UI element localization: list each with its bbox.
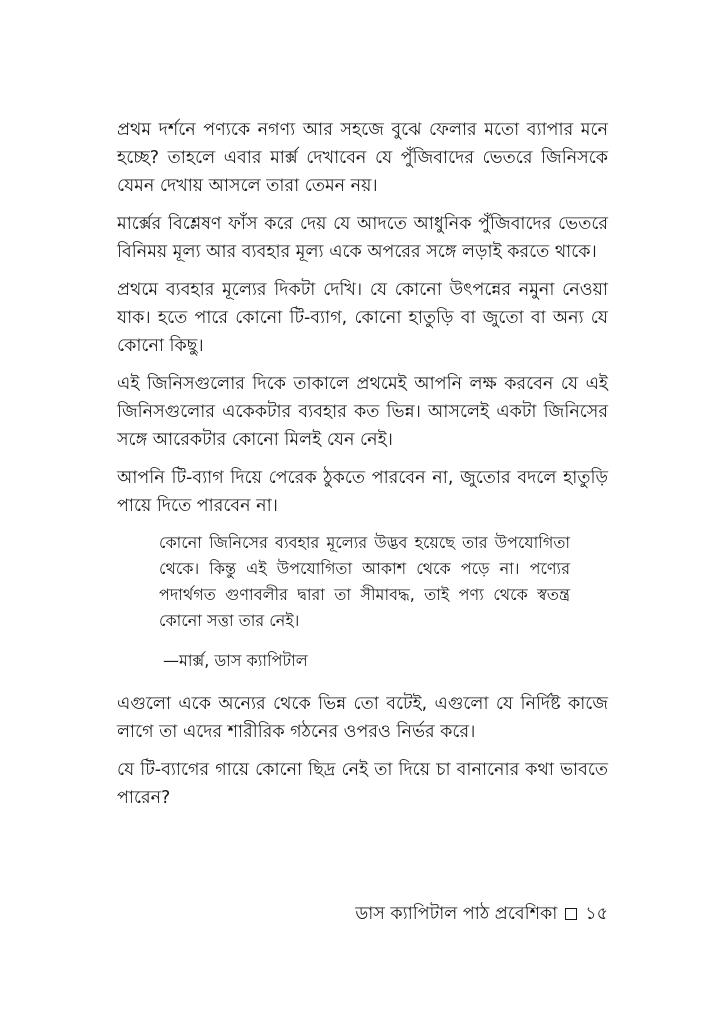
page-body <box>117 116 608 822</box>
paragraph-2: মার্ক্সের বিশ্লেষণ ফাঁস করে দেয় যে আদতে আধুনিক পুঁজিবাদের ভেতরে বিনিময় মূল্য আর ব্যবহার মূল্য একে অপরের সঙ্গে লড়াই করতে থাকে। <box>117 214 608 262</box>
block-quote <box>159 530 570 674</box>
quote-text: কোনো জিনিসের ব্যবহার মূল্যের উদ্ভব হয়েছে তার উপযোগিতা থেকে। কিন্তু এই উপযোগিতা আকাশ থেকে পড়ে না। পণ্যের পদার্থগত গুণাবলীর দ্বারা তা সীমাবদ্ধ, তাই পণ্য থেকে স্বতন্ত্র কোনো সত্তা তার নেই। <box>159 533 570 630</box>
paragraph-6: এগুলো একে অন্যের থেকে ভিন্ন তো বটেই, এগুলো যে নির্দিষ্ট কাজে লাগে তা এদের শারীরিক গঠনের ওপরও নির্ভর করে। <box>117 694 608 742</box>
square-separator-icon <box>565 908 577 920</box>
page-number: ১৫ <box>585 904 608 924</box>
paragraph-5: আপনি টি-ব্যাগ দিয়ে পেরেক ঠুকতে পারবেন না, জুতোর বদলে হাতুড়ি পায়ে দিতে পারবেন না। <box>117 468 608 516</box>
page-footer <box>355 900 608 928</box>
paragraph-7: যে টি-ব্যাগের গায়ে কোনো ছিদ্র নেই তা দিয়ে চা বানানোর কথা ভাবতে পারেন? <box>117 760 608 808</box>
footer-book-title: ডাস ক্যাপিটাল পাঠ প্রবেশিকা <box>355 904 558 924</box>
quote-attribution: —মার্ক্স, ডাস ক্যাপিটাল <box>163 651 308 670</box>
paragraph-1: প্রথম দর্শনে পণ্যকে নগণ্য আর সহজে বুঝে ফেলার মতো ব্যাপার মনে হচ্ছে? তাহলে এবার মার্ক্স দেখাবেন যে পুঁজিবাদের ভেতরে জিনিসকে যেমন দেখায় আসলে তারা তেমন নয়। <box>117 120 608 196</box>
paragraph-4: এই জিনিসগুলোর দিকে তাকালে প্রথমেই আপনি লক্ষ করবেন যে এই জিনিসগুলোর একেকটার ব্যবহার কত ভিন্ন। আসলেই একটা জিনিসের সঙ্গে আরেকটার কোনো মিলই যেন নেই। <box>117 374 608 450</box>
paragraph-3: প্রথমে ব্যবহার মূল্যের দিকটা দেখি। যে কোনো উৎপন্নের নমুনা নেওয়া যাক। হতে পারে কোনো টি-ব্যাগ, কোনো হাতুড়ি বা জুতো বা অন্য যে কোনো কিছু। <box>117 280 608 356</box>
